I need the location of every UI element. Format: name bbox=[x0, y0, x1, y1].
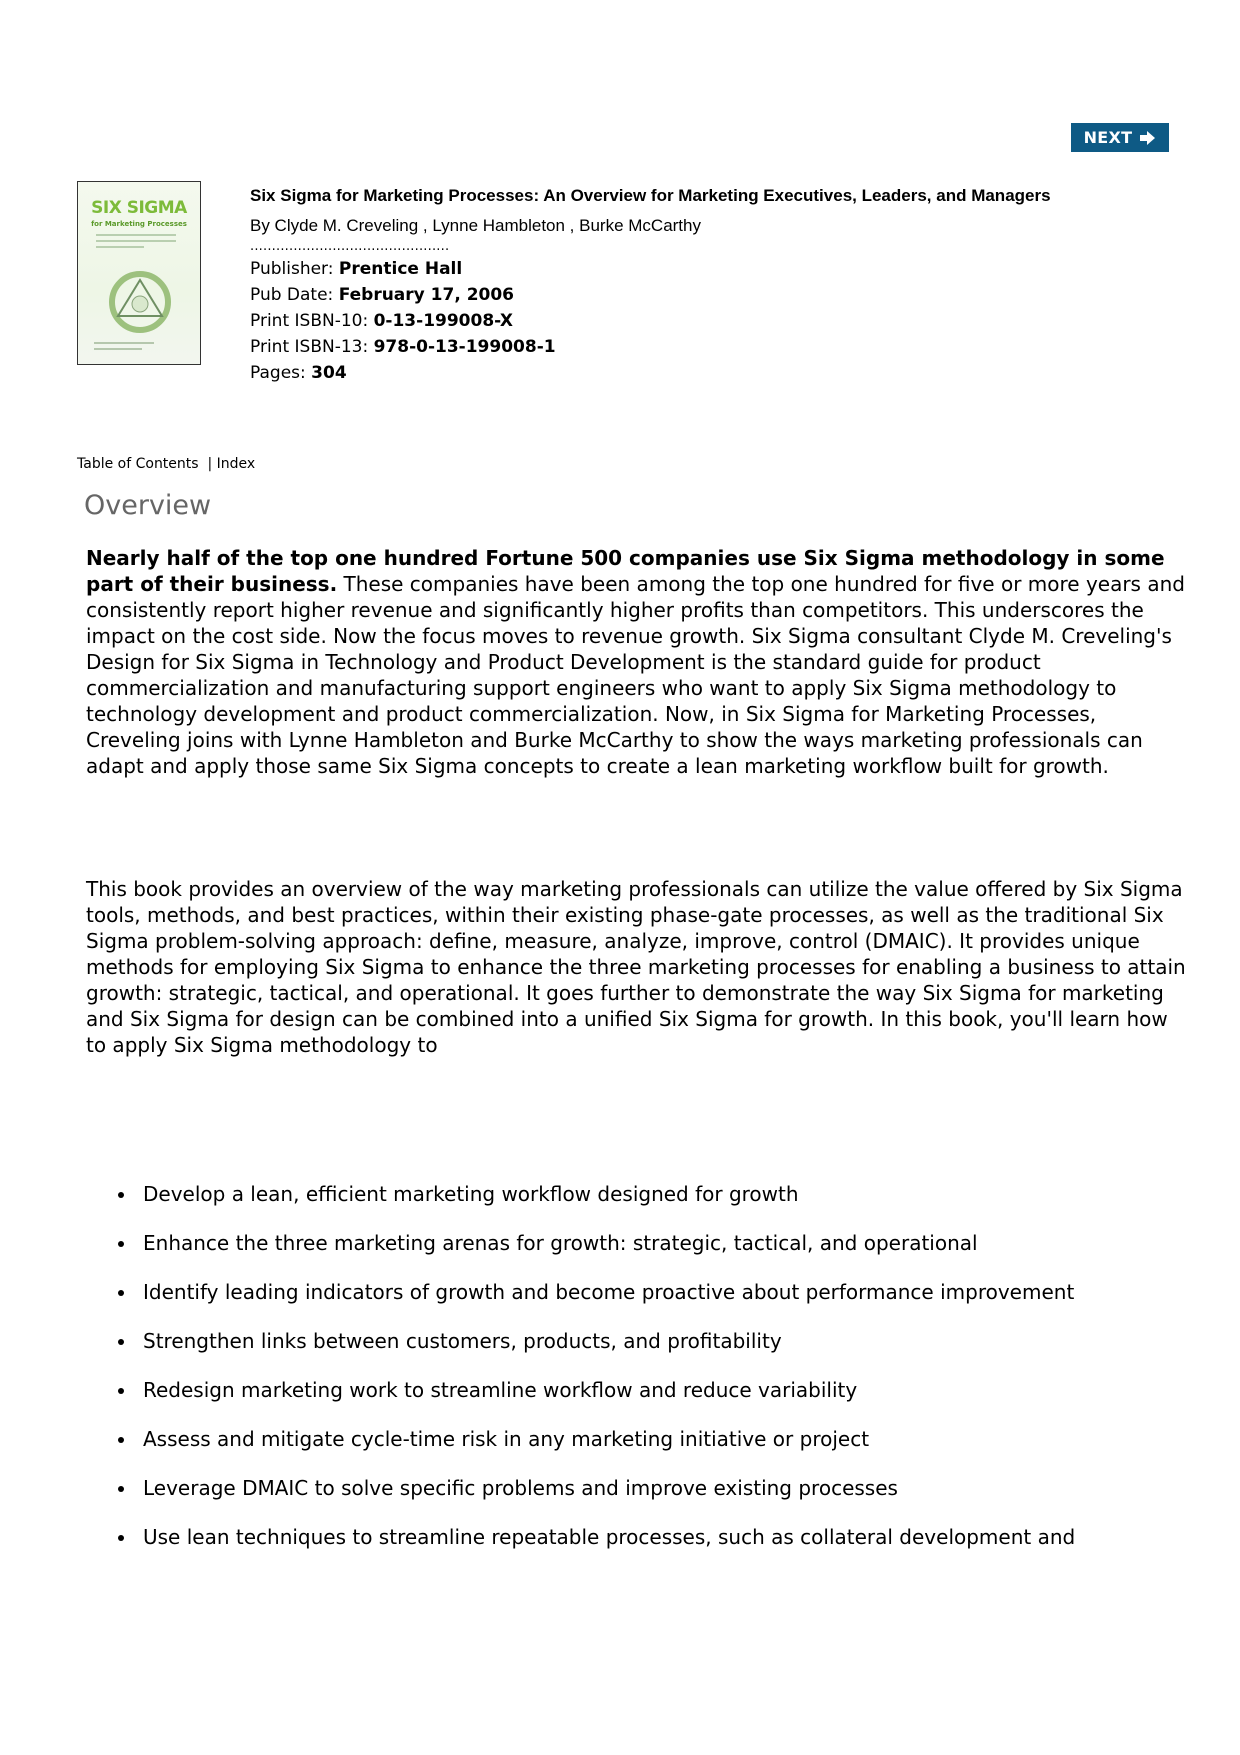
cover-author-lines bbox=[94, 342, 154, 354]
publisher-label: Publisher: bbox=[250, 259, 334, 279]
publisher-row bbox=[250, 256, 1210, 282]
isbn10-value: 0-13-199008-X bbox=[373, 311, 513, 331]
list-item-text: Develop a lean, efficient marketing workflow designed for growth bbox=[143, 1182, 799, 1206]
link-separator: | bbox=[207, 456, 213, 472]
cover-subtitle: for Marketing Processes bbox=[91, 220, 187, 228]
pages-label: Pages: bbox=[250, 363, 306, 383]
bullet-icon bbox=[118, 1437, 124, 1443]
cover-text-lines bbox=[96, 234, 176, 252]
list-item-text: Enhance the three marketing arenas for growth: strategic, tactical, and operational bbox=[143, 1231, 978, 1255]
list-item bbox=[118, 1475, 1218, 1524]
next-button-label: NEXT bbox=[1083, 128, 1133, 147]
bullet-icon bbox=[118, 1486, 124, 1492]
list-item-text: Redesign marketing work to streamline workflow and reduce variability bbox=[143, 1378, 858, 1402]
isbn13-row bbox=[250, 334, 1210, 360]
bullet-icon bbox=[118, 1192, 124, 1198]
pages-row bbox=[250, 360, 1210, 386]
publisher-value: Prentice Hall bbox=[338, 259, 463, 279]
bullet-icon bbox=[118, 1241, 124, 1247]
list-item-text: Use lean techniques to streamline repeatable processes, such as collateral development and bbox=[143, 1525, 1076, 1549]
table-of-contents-link[interactable]: Table of Contents bbox=[77, 456, 199, 472]
overview-heading: Overview bbox=[84, 490, 212, 521]
book-metadata bbox=[250, 186, 1210, 386]
cover-triangle-graphic bbox=[100, 264, 180, 334]
isbn10-row bbox=[250, 308, 1210, 334]
isbn10-label: Print ISBN-10: bbox=[250, 311, 369, 331]
bullet-icon bbox=[118, 1339, 124, 1345]
overview-paragraph-1-lead: Nearly half of the top one hundred Fortune 500 companies use Six Sigma methodology in some part of their business. bbox=[86, 546, 1165, 596]
pubdate-row bbox=[250, 282, 1210, 308]
dotted-separator: .............................................. bbox=[250, 239, 450, 254]
list-item bbox=[118, 1328, 1218, 1377]
list-item-text: Identify leading indicators of growth and become proactive about performance improvement bbox=[143, 1280, 1075, 1304]
overview-paragraph-1-body: These companies have been among the top one hundred for five or more years and consistently report higher revenue and significantly higher profits than competitors. This underscores the impact on the cost side. Now the focus moves to revenue growth. Six Sigma consultant Clyde M. Creveling's Design for Six Sigma in Technology and Product Development is the standard guide for product commercialization and manufacturing support engineers who want to apply Six Sigma methodology to technology development and product commercialization. Now, in Six Sigma for Marketing Processes, Creveling joins with Lynne Hambleton and Burke McCarthy to show the ways marketing professionals can adapt and apply those same Six Sigma concepts to create a lean marketing workflow built for growth. bbox=[86, 572, 1185, 778]
list-item bbox=[118, 1426, 1218, 1475]
list-item bbox=[118, 1377, 1218, 1426]
book-title: Six Sigma for Marketing Processes: An Overview for Marketing Executives, Leaders, and Managers bbox=[250, 186, 1051, 205]
index-link[interactable]: Index bbox=[216, 456, 256, 472]
overview-paragraph-2: This book provides an overview of the way marketing professionals can utilize the value offered by Six Sigma tools, methods, and best practices, within their existing phase-gate processes, as well as the traditional Six Sigma problem-solving approach: define, measure, analyze, improve, control (DMAIC). It provides unique methods for employing Six Sigma to enhance the three marketing processes for enabling a business to attain growth: strategic, tactical, and operational. It goes further to demonstrate the way Six Sigma for marketing and Six Sigma for design can be combined into a unified Six Sigma for growth. In this book, you'll learn how to apply Six Sigma methodology to bbox=[86, 877, 1186, 1057]
isbn13-value: 978-0-13-199008-1 bbox=[373, 337, 556, 357]
bullet-icon bbox=[118, 1290, 124, 1296]
pubdate-value: February 17, 2006 bbox=[338, 285, 515, 305]
list-item bbox=[118, 1279, 1218, 1328]
book-cover bbox=[77, 181, 201, 365]
list-item-text: Leverage DMAIC to solve specific problems and improve existing processes bbox=[143, 1476, 898, 1500]
bullet-icon bbox=[118, 1535, 124, 1541]
bullet-icon bbox=[118, 1388, 124, 1394]
list-item bbox=[118, 1230, 1218, 1279]
toc-index-links bbox=[77, 456, 255, 472]
cover-title: SIX SIGMA bbox=[91, 198, 187, 218]
pages-value: 304 bbox=[311, 363, 347, 383]
benefits-list bbox=[118, 1181, 1218, 1573]
list-item bbox=[118, 1181, 1218, 1230]
pubdate-label: Pub Date: bbox=[250, 285, 334, 305]
list-item bbox=[118, 1524, 1218, 1573]
isbn13-label: Print ISBN-13: bbox=[250, 337, 369, 357]
list-item-text: Assess and mitigate cycle-time risk in any marketing initiative or project bbox=[143, 1427, 870, 1451]
next-button[interactable] bbox=[1071, 123, 1169, 152]
arrow-right-icon bbox=[1138, 129, 1156, 147]
book-authors: By Clyde M. Creveling , Lynne Hambleton , Burke McCarthy bbox=[250, 216, 701, 235]
overview-paragraph-1 bbox=[86, 545, 1186, 779]
list-item-text: Strengthen links between customers, products, and profitability bbox=[143, 1329, 782, 1353]
